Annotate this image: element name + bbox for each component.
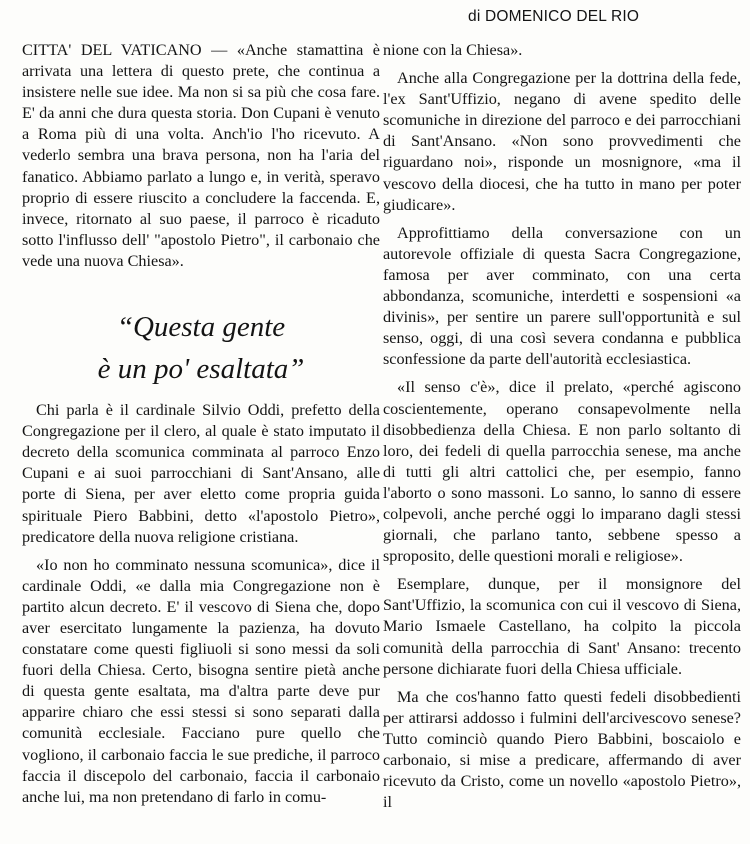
left-column — [22, 40, 380, 844]
paragraph: nione con la Chiesa». — [383, 41, 523, 59]
paragraph: «Il senso c'è», dice il prelato, «perché agiscono coscientemente, operano consapevolmente nella disobbedienza della Chiesa. E non parlo soltanto di loro, dei fedeli di quella parrocchia senese, ma anche di tutti gli altri cattolici che, per esempio, fanno l'aborto o sono massoni. Lo sanno, lo sanno di essere colpevoli, anche perché oggi lo imparano dagli stessi giornali, che parlano tanto, sebbene spesso a sproposito, delle questioni morali e religiose». — [383, 378, 741, 566]
paragraph: Esemplare, dunque, per il monsignore del Sant'Uffizio, la scomunica con cui il vescovo di Siena, Mario Ismaele Castellano, ha colpito la piccola comunità della parrocchia di Sant' Ansano: trecento persone dichiarate fuori della Chiesa ufficiale. — [383, 575, 741, 678]
paragraph: Approfittiamo della conversazione con un autorevole offiziale di questa Sacra Congregazione, famosa per aver comminato, con una certa abbondanza, scomuniche, interdetti e sospensioni «a divinis», per sentire un parere sull'opportunità e sul senso, oggi, di una così severa condanna e pubblica sconfessione da parte dell'autorità ecclesiastica. — [383, 223, 741, 369]
subheadline-line-2: è un po' esaltata” — [97, 353, 305, 386]
paragraph: «Io non ho comminato nessuna scomunica», dice il cardinale Oddi, «e dalla mia Congregazione non è partito alcun decreto. E' il vescovo di Siena che, dopo aver esercitato lungamente la pazienza, ha dovuto constatare come questi figliuoli si sono messi da soli fuori della Chiesa. Certo, bisogna sentire pietà anche di questa gente esaltata, ma d'altra parte deve pur apparire chiaro che essi stessi si sono separati dalla comunità ecclesiale. Facciano pure quello che vogliono, il carbonaio faccia le sue prediche, il parroco faccia il discepolo del carbonaio, faccia il carbonaio anche lui, ma non pretendano di farlo in comu- — [22, 555, 380, 806]
byline: di DOMENICO DEL RIO — [468, 8, 640, 25]
right-column — [383, 40, 741, 844]
lead-paragraph: CITTA' DEL VATICANO — «Anche stamattina è arrivata una lettera di questo prete, che continua a insistere nelle sue idee. Ma non si sa più che cosa fare. E' da anni che dura questa storia. Don Cupani è venuto a Roma più di una volta. Anch'io l'ho ricevuto. A vederlo sembra una brava persona, non ha l'aria del fanatico. Abbiamo parlato a lungo e, in verità, speravo proprio di essere riuscito a concludere la faccenda. E, invece, ritornato al suo paese, il parroco è ricaduto sotto l'influsso dell' "apostolo Pietro", il carbonaio che vede una nuova Chiesa». — [22, 41, 380, 270]
subheadline — [22, 306, 380, 390]
subheadline-line-1: “Questa gente — [116, 311, 286, 344]
paragraph: Anche alla Congregazione per la dottrina della fede, l'ex Sant'Uffizio, negano di avene spedito delle scomuniche in direzione del parroco e dei parrocchiani di Sant'Ansano. «Non sono provvedimenti che riguardano noi», risponde un mosnignore, «ma il vescovo della diocesi, che ha tutto in mano per poter giudicare». — [383, 69, 741, 214]
paragraph: Chi parla è il cardinale Silvio Oddi, prefetto della Congregazione per il clero, al quale è stato imputato il decreto della scomunica comminata al parroco Enzo Cupani e ai suoi parrocchiani di Sant'Ansano, alle porte di Siena, per aver eletto come propria guida spirituale Piero Babbini, detto «l'apostolo Pietro», predicatore della nuova religione cristiana. — [22, 401, 380, 546]
paragraph: Ma che cos'hanno fatto questi fedeli disobbedienti per attirarsi addosso i fulmini dell'arcivescovo senese? Tutto cominciò quando Piero Babbini, boscaiolo e carbonaio, si mise a predicare, affermando di aver ricevuto da Cristo, come un novello «apostolo Pietro», il — [383, 687, 741, 812]
